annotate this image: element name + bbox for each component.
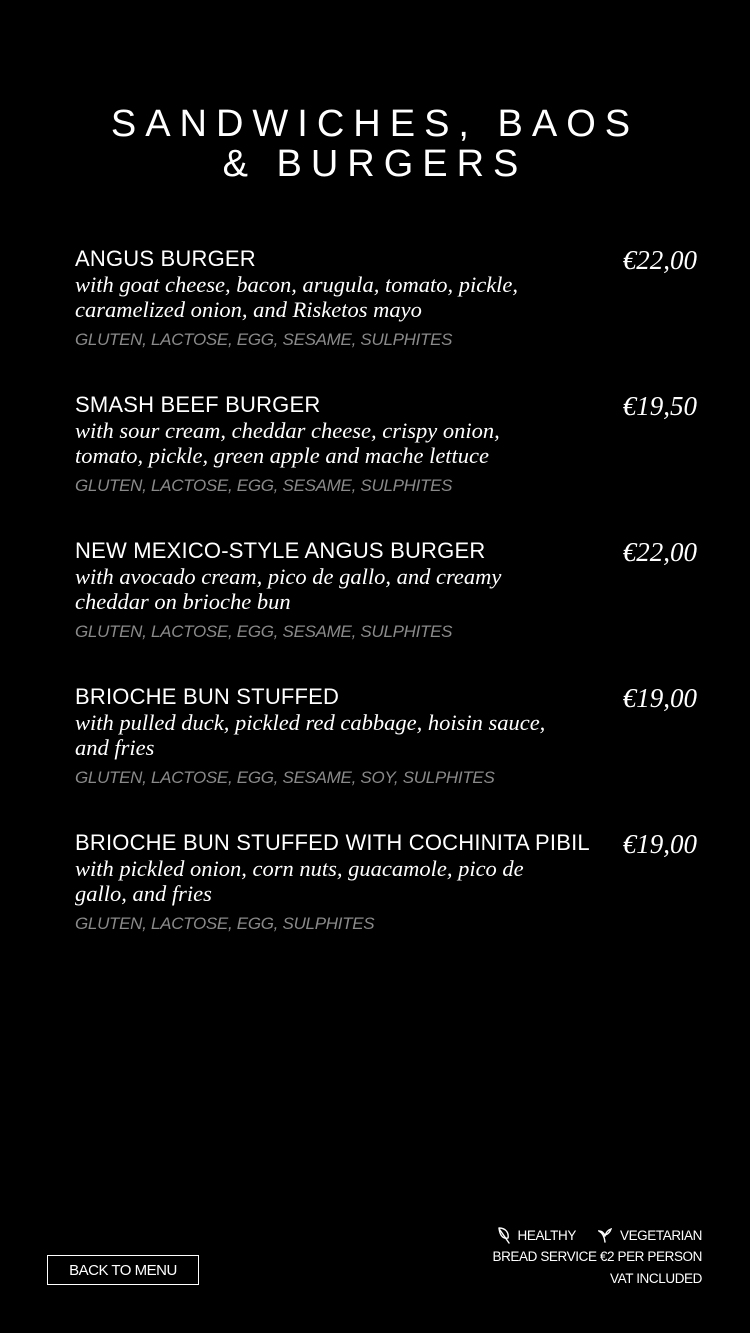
item-description: with pickled onion, corn nuts, guacamole, pico de gallo, and fries xyxy=(75,856,524,906)
item-description: with sour cream, cheddar cheese, crispy onion, tomato, pickle, green apple and mache lettuce xyxy=(75,418,500,468)
item-description: with goat cheese, bacon, arugula, tomato, pickle, caramelized onion, and Risketos mayo xyxy=(75,272,519,322)
item-allergens: GLUTEN, LACTOSE, EGG, SESAME, SOY, SULPHITES xyxy=(75,768,495,787)
item-name: BRIOCHE BUN STUFFED xyxy=(75,684,340,709)
item-price: €22,00 xyxy=(622,537,697,567)
legend-vegetarian xyxy=(598,1228,702,1243)
item-name: SMASH BEEF BURGER xyxy=(75,392,321,417)
vat-note: VAT INCLUDED xyxy=(610,1271,702,1286)
item-allergens: GLUTEN, LACTOSE, EGG, SESAME, SULPHITES xyxy=(75,330,453,349)
legend-healthy-label: HEALTHY xyxy=(517,1227,576,1243)
legend-healthy xyxy=(497,1227,576,1244)
page-title-line-2: & BURGERS xyxy=(222,143,528,185)
menu-item-angus-burger xyxy=(75,245,697,391)
item-allergens: GLUTEN, LACTOSE, EGG, SESAME, SULPHITES xyxy=(75,622,453,641)
menu-item-brioche-bun-duck xyxy=(75,683,697,829)
menu-item-new-mexico-angus-burger xyxy=(75,537,697,683)
page-title xyxy=(0,104,750,184)
item-price: €19,00 xyxy=(622,683,697,713)
leaf-icon xyxy=(497,1227,510,1244)
item-allergens: GLUTEN, LACTOSE, EGG, SULPHITES xyxy=(75,914,375,933)
menu-item-brioche-bun-cochinita xyxy=(75,829,697,975)
legend-vegetarian-label: VEGETARIAN xyxy=(619,1227,702,1243)
menu-list xyxy=(75,245,697,975)
item-name: ANGUS BURGER xyxy=(75,246,256,271)
bread-service-note: BREAD SERVICE €2 PER PERSON xyxy=(492,1249,702,1264)
footer-info xyxy=(475,1224,703,1290)
page-title-line-1: SANDWICHES, BAOS xyxy=(110,103,640,145)
item-allergens: GLUTEN, LACTOSE, EGG, SESAME, SULPHITES xyxy=(75,476,453,495)
item-price: €22,00 xyxy=(622,245,697,275)
back-to-menu-button[interactable]: BACK TO MENU xyxy=(47,1255,199,1285)
sprout-icon xyxy=(598,1228,612,1243)
item-description: with pulled duck, pickled red cabbage, hoisin sauce, and fries xyxy=(75,710,546,760)
item-price: €19,00 xyxy=(622,829,697,859)
menu-item-smash-beef-burger xyxy=(75,391,697,537)
item-price: €19,50 xyxy=(622,391,697,421)
item-description: with avocado cream, pico de gallo, and creamy cheddar on brioche bun xyxy=(75,564,502,614)
item-name: BRIOCHE BUN STUFFED WITH COCHINITA PIBIL xyxy=(75,830,590,855)
dietary-legend xyxy=(475,1224,703,1246)
item-name: NEW MEXICO-STYLE ANGUS BURGER xyxy=(75,538,486,563)
